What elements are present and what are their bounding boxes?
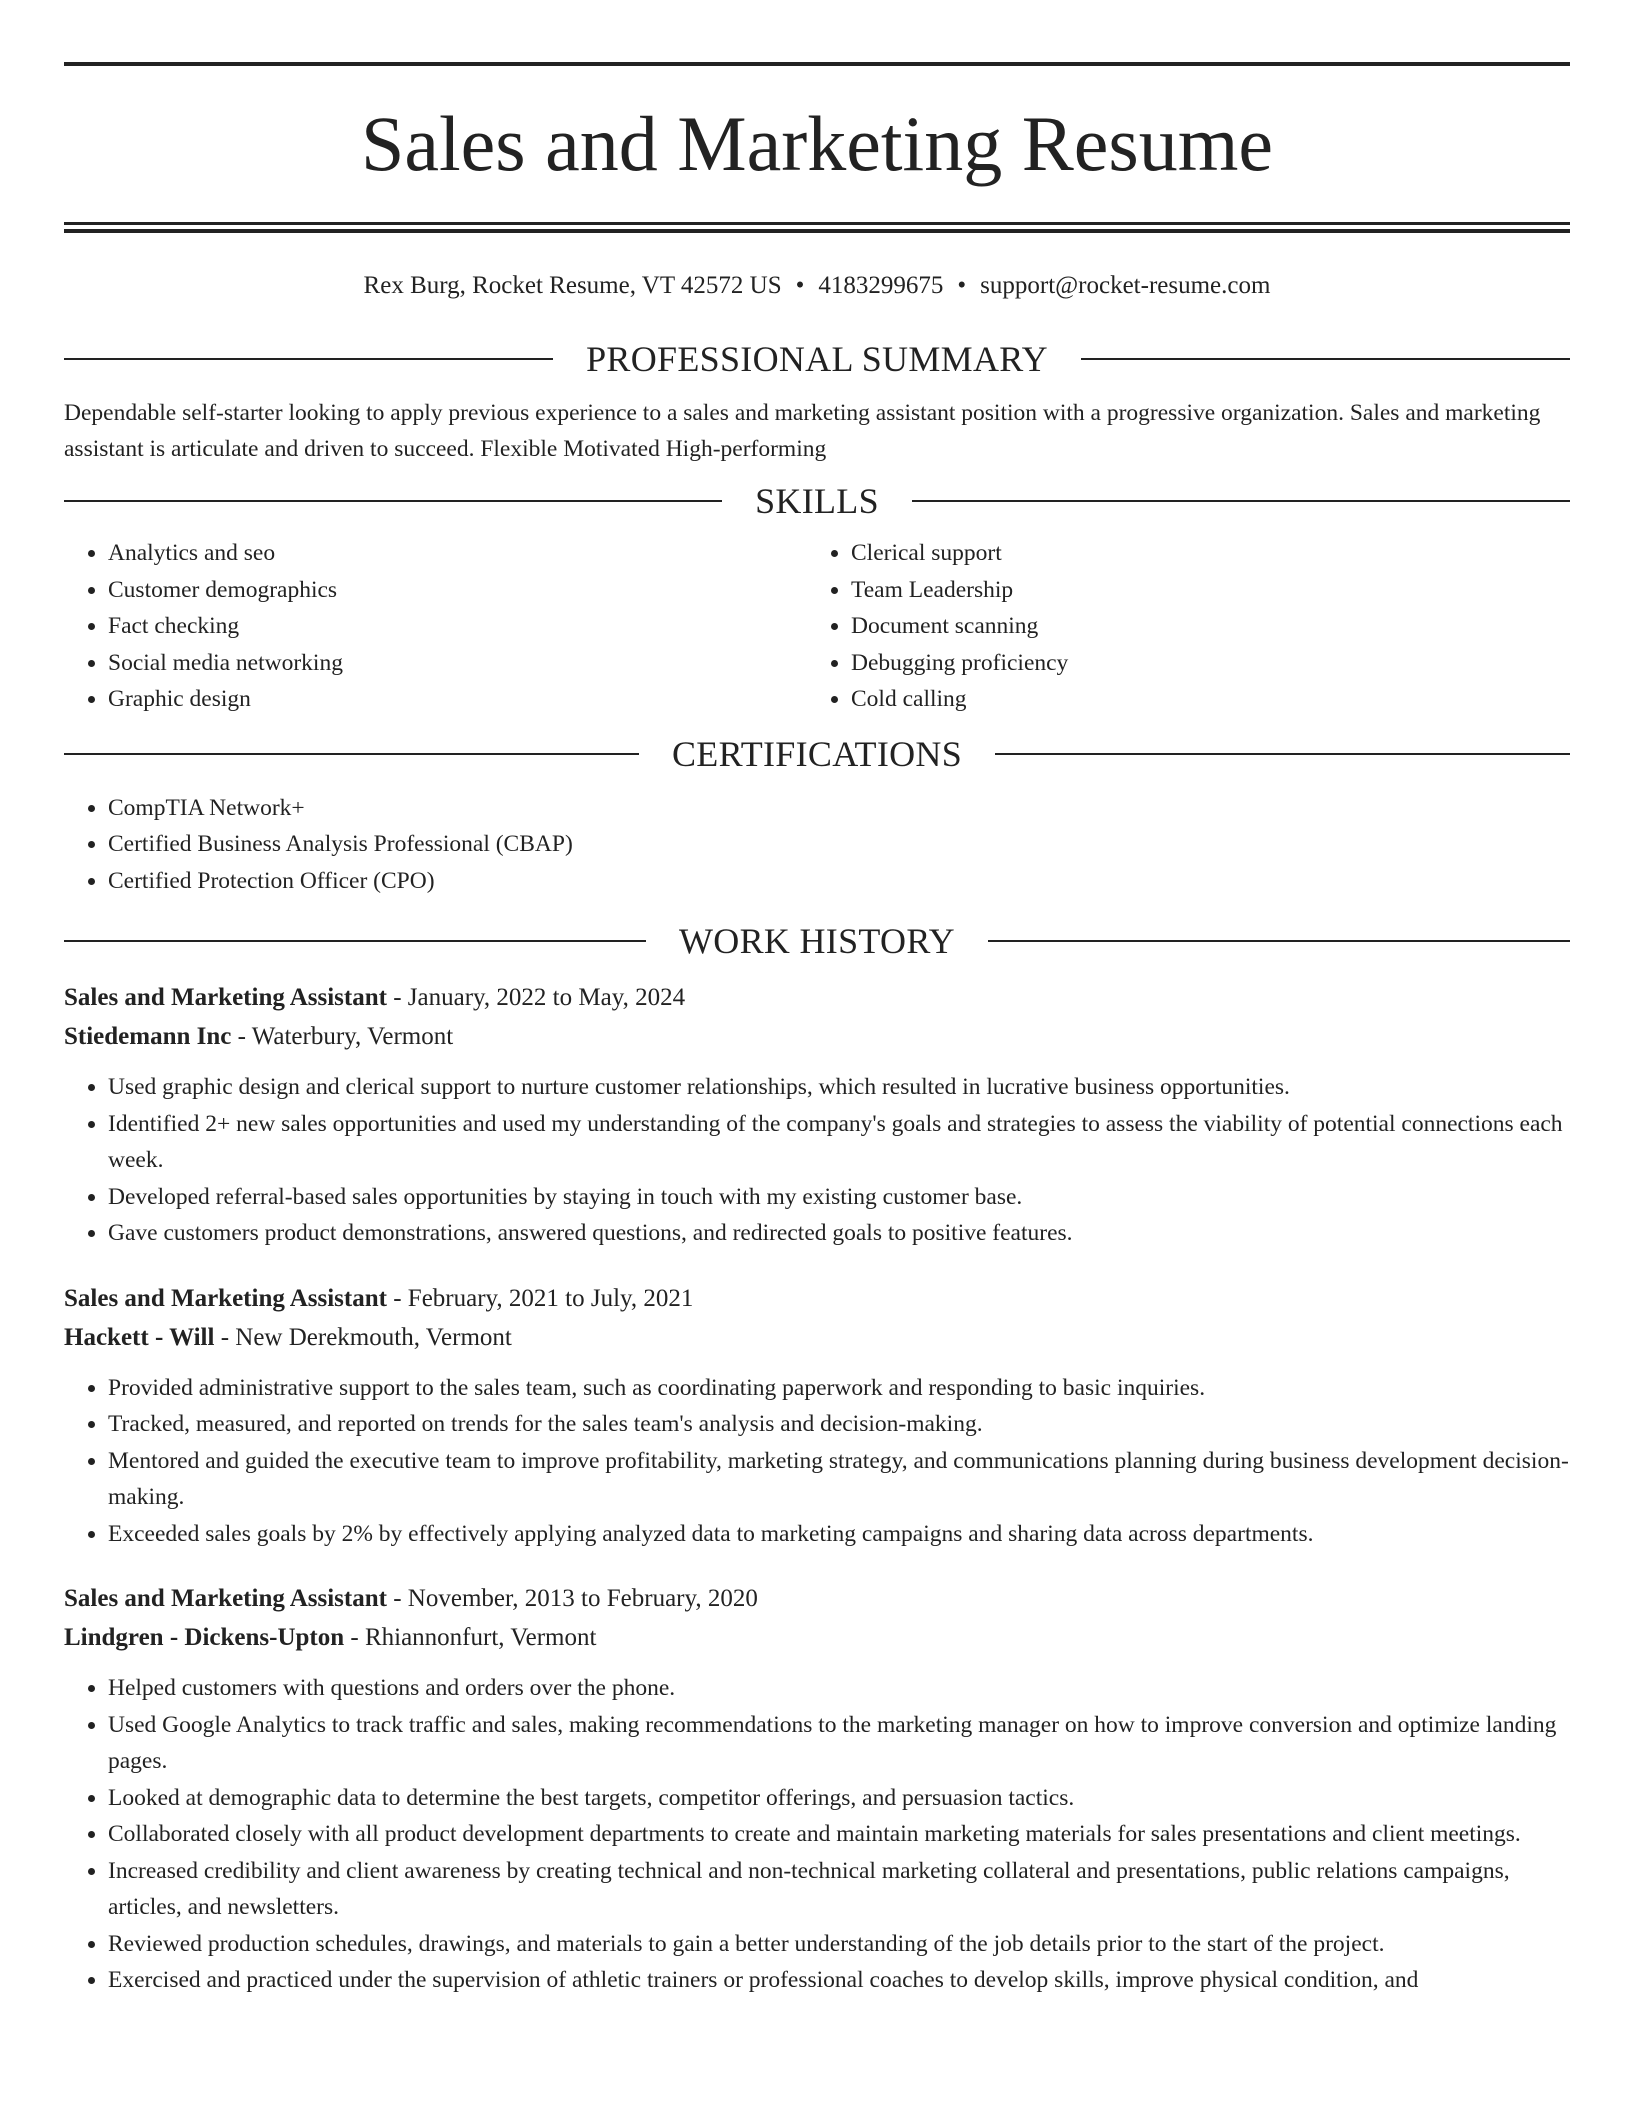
job-location: - New Derekmouth, Vermont <box>214 1323 512 1351</box>
job-bullet: • Gave customers product demonstrations, answered questions, and redirected goals to positive features. <box>108 1215 1570 1252</box>
certification-item: • Certified Business Analysis Professional (CBAP) <box>108 826 1570 863</box>
skills-heading-label: SKILLS <box>755 481 879 521</box>
heading-rule-left <box>64 753 639 755</box>
certification-item: • Certified Protection Officer (CPO) <box>108 863 1570 900</box>
job-dates: - February, 2021 to July, 2021 <box>386 1284 694 1312</box>
job-bullet: • Provided administrative support to the sales team, such as coordinating paperwork and responding to basic inquiries. <box>108 1370 1570 1407</box>
skills-columns <box>64 535 1570 718</box>
contact-line <box>64 269 1570 303</box>
certifications-heading-label: CERTIFICATIONS <box>671 733 963 774</box>
job-company: Hackett - Will <box>64 1323 215 1351</box>
contact-address: Rex Burg, Rocket Resume, VT 42572 US <box>363 272 782 299</box>
job-bullet: • Mentored and guided the executive team to improve profitability, marketing strategy, and communications planning during business development decision-making. <box>108 1443 1570 1516</box>
skills-list-right <box>807 535 1550 718</box>
job-entry <box>64 1580 1570 1999</box>
skill-item: • Customer demographics <box>108 572 807 609</box>
job-bullet: • Helped customers with questions and orders over the phone. <box>108 1670 1570 1707</box>
skills-column-right <box>807 535 1550 718</box>
job-bullets <box>64 1370 1570 1553</box>
job-title-line <box>64 1580 1570 1618</box>
work-history-section-heading <box>64 919 1570 963</box>
heading-rule-left <box>64 500 722 502</box>
job-title: Sales and Marketing Assistant <box>64 984 387 1011</box>
resume-title: Sales and Marketing Resume <box>361 100 1273 187</box>
contact-email: support@rocket-resume.com <box>980 272 1271 299</box>
skill-item: • Cold calling <box>851 681 1550 718</box>
job-entry <box>64 1280 1570 1553</box>
skills-list-left <box>64 535 807 718</box>
skill-item: • Document scanning <box>851 608 1550 645</box>
title-double-rule <box>64 222 1570 233</box>
job-bullets <box>64 1069 1570 1252</box>
job-company: Lindgren - Dickens-Upton <box>64 1624 345 1651</box>
job-location: - Waterbury, Vermont <box>231 1023 454 1050</box>
job-dates: - November, 2013 to February, 2020 <box>386 1585 758 1612</box>
job-company: Stiedemann Inc <box>64 1023 232 1050</box>
job-bullet: • Exceeded sales goals by 2% by effectively applying analyzed data to marketing campaigns and sharing data across departments. <box>108 1516 1570 1553</box>
job-bullet: • Reviewed production schedules, drawings, and materials to gain a better understanding of the job details prior to the start of the project. <box>108 1926 1570 1963</box>
job-location: - Rhiannonfurt, Vermont <box>344 1624 597 1651</box>
job-bullets <box>64 1670 1570 1999</box>
contact-separator: • <box>957 272 967 299</box>
heading-rule-right <box>912 500 1570 502</box>
job-company-line <box>64 1017 1570 1057</box>
resume-page <box>64 62 1570 1999</box>
skill-item: • Debugging proficiency <box>851 645 1550 682</box>
job-bullet: • Used Google Analytics to track traffic and sales, making recommendations to the marketing manager on how to improve conversion and optimize landing pages. <box>108 1707 1570 1780</box>
certifications-list <box>64 790 1570 900</box>
heading-rule-right <box>1081 358 1570 360</box>
job-company-line <box>64 1618 1570 1658</box>
job-dates: - January, 2022 to May, 2024 <box>386 984 686 1011</box>
heading-rule-left <box>64 940 646 942</box>
skill-item: • Graphic design <box>108 681 807 718</box>
skills-section-heading <box>64 479 1570 523</box>
job-bullet: • Looked at demographic data to determine the best targets, competitor offerings, and persuasion tactics. <box>108 1780 1570 1817</box>
job-bullet: • Tracked, measured, and reported on trends for the sales team's analysis and decision-making. <box>108 1406 1570 1443</box>
contact-phone: 4183299675 <box>818 272 944 299</box>
contact-separator: • <box>795 272 805 299</box>
summary-section-heading <box>64 337 1570 381</box>
work-history-heading-label: WORK HISTORY <box>679 921 955 961</box>
summary-heading-label: PROFESSIONAL SUMMARY <box>586 339 1048 379</box>
job-title: Sales and Marketing Assistant <box>64 1284 387 1312</box>
summary-text: Dependable self-starter looking to apply previous experience to a sales and marketing assistant position with a progressive organization. Sales and marketing assistant is articulate and driven to succeed. Flexible Motivated High-performing <box>64 400 1541 462</box>
job-bullet: • Collaborated closely with all product development departments to create and maintain marketing materials for sales presentations and client meetings. <box>108 1816 1570 1853</box>
heading-rule-right <box>988 940 1570 942</box>
certifications-section-heading <box>64 732 1570 776</box>
job-company-line <box>64 1318 1570 1358</box>
heading-rule-left <box>64 358 553 360</box>
job-bullet: • Developed referral-based sales opportunities by staying in touch with my existing customer base. <box>108 1179 1570 1216</box>
job-bullet: • Identified 2+ new sales opportunities and used my understanding of the company's goals and strategies to assess the viability of potential connections each week. <box>108 1106 1570 1179</box>
certification-item: • CompTIA Network+ <box>108 790 1570 827</box>
skill-item: • Fact checking <box>108 608 807 645</box>
top-rule <box>64 62 1570 66</box>
heading-rule-right <box>995 753 1570 755</box>
skill-item: • Team Leadership <box>851 572 1550 609</box>
skill-item: • Social media networking <box>108 645 807 682</box>
job-title-line <box>64 979 1570 1017</box>
job-bullet: • Increased credibility and client awareness by creating technical and non-technical marketing collateral and presentations, public relations campaigns, articles, and newsletters. <box>108 1853 1570 1926</box>
job-bullet: • Used graphic design and clerical support to nurture customer relationships, which resulted in lucrative business opportunities. <box>108 1069 1570 1106</box>
skills-column-left <box>64 535 807 718</box>
job-title: Sales and Marketing Assistant <box>64 1585 387 1612</box>
skill-item: • Analytics and seo <box>108 535 807 572</box>
job-title-line <box>64 1280 1570 1318</box>
job-entry <box>64 979 1570 1252</box>
job-bullet: • Exercised and practiced under the supervision of athletic trainers or professional coaches to develop skills, improve physical condition, and <box>108 1962 1570 1999</box>
skill-item: • Clerical support <box>851 535 1550 572</box>
